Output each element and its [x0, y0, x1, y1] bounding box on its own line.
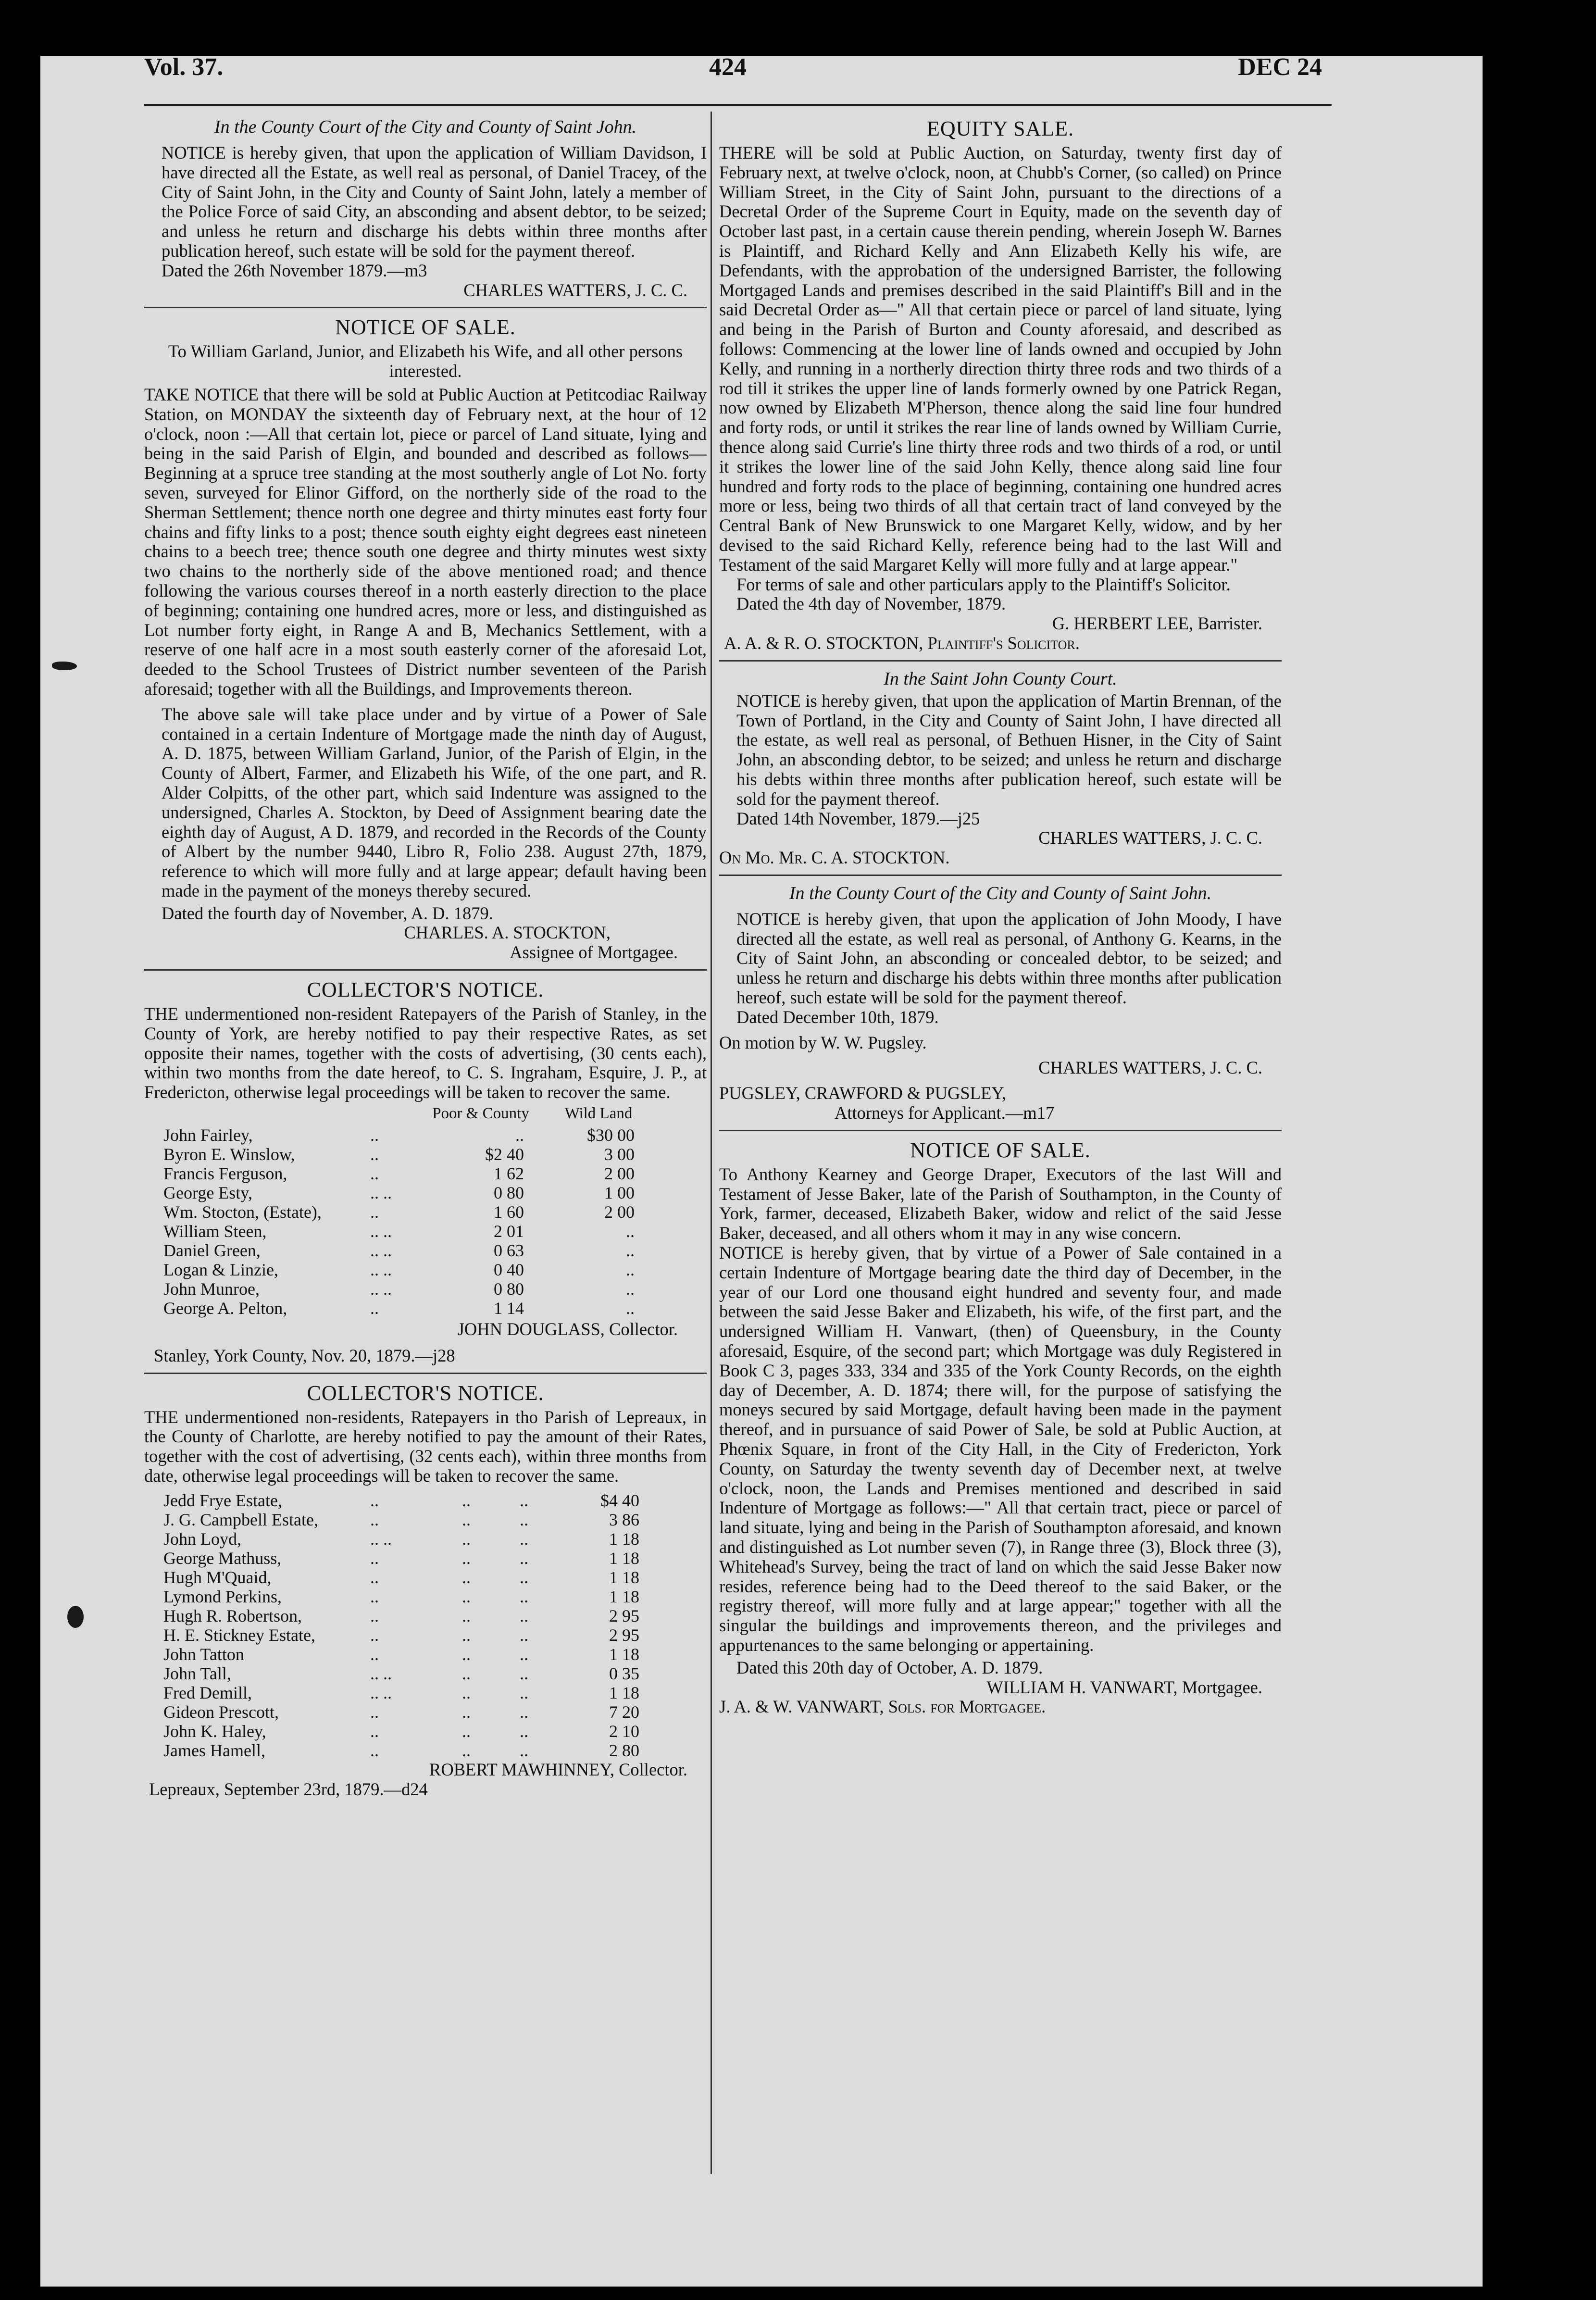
- notice-body: THE undermentioned non-residents, Ratepayers in tho Parish of Lepreaux, in the County of Charlotte, are hereby notified to pay the amount of their Rates, together with the cost of advertising, (32 cents each), within three months from date, otherwise legal proceedings will be taken to recover the same.: [144, 1407, 707, 1486]
- notice-addressee: To William Garland, Junior, and Elizabeth his Wife, and all other persons interested.: [168, 341, 683, 381]
- ratepayer-name: H. E. Stickney Estate,: [163, 1625, 315, 1645]
- leader-dots: ..: [370, 1702, 379, 1722]
- table-row: [144, 1183, 707, 1202]
- wild-land-rate: 2 00: [604, 1202, 635, 1222]
- table-row: [144, 1587, 707, 1606]
- notice-body: THERE will be sold at Public Auction, on Saturday, twenty first day of February next, at twelve o'clock, noon, at Chubb's Corner, (so called) on Prince William Street, in the City of Saint John, pursuant to the directions of a Decretal Order of the Supreme Court in Equity, made on the seventh day of October last past, in a certain cause therein pending, wherein Joseph W. Barnes is Plaintiff, and Richard Kelly and Ann Elizabeth Kelly his wife, are Defendants, with the approbation of the undersigned Barrister, the following Mortgaged Lands and premises described in the said Plaintiff's Bill and in the said Decretal Order as—" All that certain piece or parcel of land situate, lying and being in the Parish of Burton and County aforesaid, and described as follows: Commencing at the lower line of lands owned and occupied by John Kelly, and running in a northerly direction thirty three rods and two thirds of a rod till it strikes the upper line of lands formerly owned by one Patrick Regan, now owned by Elizabeth M'Pherson, thence along the said line four hundred and forty rods, or until it strikes the rear line of lands owned by William Currie, thence along said Currie's line thirty three rods and two thirds of a rod, or until it strikes the lower line of the said John Kelly, thence along said line four hundred and forty rods to the place of beginning, containing one hundred acres more or less, being two thirds of all that certain tract of land conveyed by the Central Bank of New Brunswick to one Margaret Kelly, widow, and by her devised to the said Richard Kelly, reference being had to the last Will and Testament of the said Margaret Kelly will more fully and at large appear.": [719, 143, 1282, 575]
- leader-dots: ..: [462, 1490, 471, 1510]
- rates-table-header: [144, 1104, 707, 1123]
- leader-dots: .. ..: [370, 1222, 392, 1241]
- ratepayer-name: James Hamell,: [163, 1740, 265, 1760]
- notice-dated: Dated the 26th November 1879.—m3: [162, 260, 427, 280]
- notice-body: NOTICE is hereby given, that upon the application of Martin Brennan, of the Town of Portland, in the City and County of Saint John, I have directed all the estate, as well real as personal, of Bethuen Hisner, in the City of Saint John, an absconding debtor, to be seized; and unless he return and discharge his debts within three months after publication hereof, such estate will be sold for the payment thereof.: [736, 690, 1282, 809]
- rate-amount: $4 40: [600, 1490, 639, 1510]
- leader-dots: ..: [520, 1683, 528, 1702]
- notice-dated: Dated 14th November, 1879.—j25: [736, 808, 980, 828]
- rate-amount: 2 95: [609, 1625, 639, 1645]
- poor-county-rate: 0 63: [494, 1241, 524, 1261]
- leader-dots: ..: [462, 1702, 471, 1722]
- rate-amount: 1 18: [609, 1548, 639, 1568]
- page-header: [144, 53, 1332, 106]
- table-row: [144, 1491, 707, 1510]
- notice-body: THE undermentioned non-resident Ratepayers of the Parish of Stanley, in the County of York, are hereby notified to pay their respective Rates, as set opposite their names, together with the costs of advertising, (30 cents each), within two months from the date hereof, to C. S. Ingraham, Esquire, J. P., at Fredericton, otherwise legal proceedings will be taken to recover the same.: [144, 1004, 707, 1102]
- section-rule: [719, 660, 1282, 662]
- ratepayer-name: John Tall,: [163, 1663, 231, 1683]
- ratepayer-name: John Fairley,: [163, 1125, 253, 1145]
- wild-land-rate: ..: [626, 1260, 635, 1280]
- leader-dots: ..: [462, 1644, 471, 1664]
- ink-blot-1: [52, 662, 77, 670]
- poor-county-rate: 2 01: [494, 1222, 524, 1241]
- leader-dots: ..: [370, 1721, 379, 1741]
- rates-table: [144, 1125, 707, 1318]
- column-divider: [711, 112, 712, 2174]
- poor-county-rate: ..: [515, 1125, 524, 1145]
- notice-solicitors: J. A. & W. VANWART, Sols. for Mortgagee.: [719, 1697, 1046, 1717]
- ratepayer-name: Gideon Prescott,: [163, 1702, 279, 1722]
- notice-of-sale-2: [719, 1137, 1282, 1717]
- leader-dots: ..: [370, 1644, 379, 1664]
- county-court-notice-2: [719, 667, 1282, 868]
- ratepayer-name: Jedd Frye Estate,: [163, 1490, 282, 1510]
- ratepayer-name: Fred Demill,: [163, 1683, 252, 1702]
- table-row: [144, 1164, 707, 1183]
- county-court-notice-3: [719, 882, 1282, 1123]
- rate-amount: 1 18: [609, 1567, 639, 1587]
- notice-dated: Dated the fourth day of November, A. D. 1879.: [162, 903, 493, 923]
- wild-land-rate: ..: [626, 1279, 635, 1299]
- leader-dots: ..: [370, 1510, 379, 1529]
- notice-body-2: The above sale will take place under and by virtue of a Power of Sale contained in a certain Indenture of Mortgage made the ninth day of August, A. D. 1875, between William Garland, Junior, of the Parish of Elgin, in the County of Albert, Farmer, and Elizabeth his Wife, of the one part, and R. Alder Colpitts, of the other part, which said Indenture was assigned to the undersigned, Charles A. Stockton, by Deed of Assignment bearing date the eighth day of August, A D. 1879, and recorded in the Records of the County of Albert by the number 9440, Libro R, Folio 238. August 27th, 1879, reference to which will more fully and at large appear; default having been made in the payment of the moneys thereby secured.: [162, 704, 707, 900]
- leader-dots: ..: [520, 1587, 528, 1606]
- table-row: [144, 1510, 707, 1529]
- leader-dots: ..: [370, 1740, 379, 1760]
- section-rule: [719, 1130, 1282, 1131]
- leader-dots: ..: [462, 1663, 471, 1683]
- rate-amount: 1 18: [609, 1683, 639, 1702]
- leader-dots: ..: [462, 1625, 471, 1645]
- notice-signature: CHARLES WATTERS, J. C. C.: [463, 280, 687, 300]
- notice-dated: Lepreaux, September 23rd, 1879.—d24: [149, 1779, 428, 1799]
- rate-amount: 2 95: [609, 1606, 639, 1625]
- leader-dots: ..: [462, 1606, 471, 1625]
- header-rule: [144, 104, 1332, 106]
- equity-sale: [719, 115, 1282, 653]
- leader-dots: ..: [520, 1721, 528, 1741]
- poor-county-rate: 1 62: [494, 1164, 524, 1184]
- leader-dots: ..: [462, 1683, 471, 1702]
- leader-dots: ..: [520, 1567, 528, 1587]
- section-title: In the Saint John County Court.: [884, 668, 1117, 689]
- section-rule: [144, 1373, 707, 1374]
- table-row: [144, 1299, 707, 1318]
- notice-signature: G. HERBERT LEE, Barrister.: [1052, 613, 1262, 634]
- ratepayer-name: Hugh R. Robertson,: [163, 1606, 302, 1625]
- wild-land-rate: 3 00: [604, 1145, 635, 1164]
- volume-label: Vol. 37.: [144, 53, 224, 81]
- notice-signature: CHARLES WATTERS, J. C. C.: [1038, 828, 1262, 848]
- ratepayer-name: Wm. Stocton, (Estate),: [163, 1202, 322, 1222]
- table-row: [144, 1722, 707, 1741]
- page-number: 424: [709, 53, 747, 81]
- notice-motion: On Mo. Mr. C. A. STOCKTON.: [719, 848, 950, 868]
- notice-signature-title: Assignee of Mortgagee.: [510, 942, 678, 962]
- leader-dots: ..: [520, 1644, 528, 1664]
- leader-dots: ..: [370, 1490, 379, 1510]
- leader-dots: .. ..: [370, 1279, 392, 1299]
- ratepayer-name: J. G. Campbell Estate,: [163, 1510, 318, 1529]
- notice-signature: CHARLES. A. STOCKTON,: [404, 923, 611, 943]
- notice-attorneys-title: Attorneys for Applicant.—m17: [835, 1103, 1055, 1123]
- leader-dots: ..: [462, 1567, 471, 1587]
- wild-land-rate: ..: [626, 1241, 635, 1261]
- leader-dots: ..: [370, 1202, 379, 1222]
- rates-table: [144, 1491, 707, 1760]
- table-row: [144, 1625, 707, 1645]
- notice-terms: For terms of sale and other particulars apply to the Plaintiff's Solicitor.: [736, 574, 1231, 594]
- ratepayer-name: Hugh M'Quaid,: [163, 1567, 272, 1587]
- notice-signature: JOHN DOUGLASS, Collector.: [457, 1319, 678, 1339]
- section-title: In the County Court of the City and County of Saint John.: [789, 883, 1212, 903]
- poor-county-rate: 0 80: [494, 1183, 524, 1203]
- leader-dots: ..: [370, 1606, 379, 1625]
- issue-date: DEC 24: [1238, 53, 1322, 81]
- notice-body: NOTICE is hereby given, that upon the application of John Moody, I have directed all the estate, as well real as personal, of Anthony G. Kearns, in the City of Saint John, an absconding or concealed debtor, to be seized; and unless he return and discharge his debts within three months after publication hereof, such estate will be sold for the payment thereof.: [736, 909, 1282, 1008]
- section-title: EQUITY SALE.: [926, 117, 1074, 140]
- right-column: [719, 113, 1282, 1717]
- wild-land-rate: 2 00: [604, 1164, 635, 1184]
- leader-dots: ..: [462, 1721, 471, 1741]
- wild-land-rate: ..: [626, 1299, 635, 1318]
- notice-body: TAKE NOTICE that there will be sold at Public Auction at Petitcodiac Railway Station, on MONDAY the sixteenth day of February next, at the hour of 12 o'clock, noon :—All that certain lot, piece or parcel of Land situate, lying and being in the said Parish of Elgin, and bounded and described as follows—Beginning at a spruce tree standing at the most southerly angle of Lot No. forty seven, surveyed for Elinor Gifford, on the northerly side of the road to the Sherman Settlement; thence north one degree and thirty minutes east forty four chains and fifty links to a post; thence south eighty eight degrees east nineteen chains to a beech tree; thence south one degree and thirty minutes west sixty two chains to the northerly side of the above mentioned road; and thence following the various courses thereof in a north easterly direction to the place of beginning; containing one hundred acres, more or less, and distinguished as Lot number forty eight, in Range A and B, Mechanics Settlement, with a reserve of one half acre in a most south easterly corner of the aforesaid Lot, deeded to the School Trustees of District number seventeen of the Parish aforesaid; together with all the Buildings, and Improvements thereon.: [144, 384, 707, 699]
- leader-dots: ..: [520, 1740, 528, 1760]
- leader-dots: ..: [370, 1164, 379, 1184]
- table-row: [144, 1222, 707, 1241]
- poor-county-rate: 1 14: [494, 1299, 524, 1318]
- wild-land-rate: $30 00: [587, 1125, 635, 1145]
- leader-dots: ..: [370, 1299, 379, 1318]
- notice-dated: Dated December 10th, 1879.: [736, 1007, 939, 1027]
- leader-dots: .. ..: [370, 1529, 392, 1549]
- notice-of-sale-1: [144, 314, 707, 962]
- notice-addressee: To Anthony Kearney and George Draper, Executors of the last Will and Testament of Jesse Baker, late of the Parish of Southampton, in the County of York, farmer, deceased, Elizabeth Baker, widow and relict of the said Jesse Baker, deceased, and all others whom it may in any wise concern.: [719, 1164, 1282, 1243]
- rate-amount: 1 18: [609, 1529, 639, 1549]
- ratepayer-name: John Loyd,: [163, 1529, 241, 1549]
- ratepayer-name: John Tatton: [163, 1644, 244, 1664]
- leader-dots: ..: [370, 1548, 379, 1568]
- notice-signature: ROBERT MAWHINNEY, Collector.: [429, 1759, 687, 1779]
- table-row: [144, 1279, 707, 1299]
- leader-dots: .. ..: [370, 1683, 392, 1702]
- rate-amount: 2 80: [609, 1740, 639, 1760]
- ratepayer-name: George Mathuss,: [163, 1548, 282, 1568]
- leader-dots: .. ..: [370, 1260, 392, 1280]
- rate-amount: 1 18: [609, 1587, 639, 1606]
- collectors-notice-lepreaux: [144, 1380, 707, 1800]
- leader-dots: ..: [520, 1510, 528, 1529]
- table-row: [144, 1741, 707, 1760]
- wild-land-rate: 1 00: [604, 1183, 635, 1203]
- rate-amount: 3 86: [609, 1510, 639, 1529]
- rate-amount: 2 10: [609, 1721, 639, 1741]
- table-row: [144, 1549, 707, 1568]
- section-rule: [144, 307, 707, 308]
- leader-dots: ..: [462, 1740, 471, 1760]
- ratepayer-name: George Esty,: [163, 1183, 252, 1203]
- ratepayer-name: Daniel Green,: [163, 1241, 261, 1261]
- collectors-notice-stanley: [144, 976, 707, 1366]
- ratepayer-name: John K. Haley,: [163, 1721, 266, 1741]
- table-row: [144, 1645, 707, 1664]
- leader-dots: ..: [462, 1587, 471, 1606]
- ink-blot-2: [67, 1606, 84, 1628]
- rate-amount: 7 20: [609, 1702, 639, 1722]
- leader-dots: ..: [462, 1510, 471, 1529]
- table-row: [144, 1260, 707, 1279]
- leader-dots: ..: [520, 1529, 528, 1549]
- section-title: NOTICE OF SALE.: [335, 315, 516, 339]
- ratepayer-name: William Steen,: [163, 1222, 267, 1241]
- leader-dots: ..: [462, 1548, 471, 1568]
- table-row: [144, 1202, 707, 1222]
- section-title: COLLECTOR'S NOTICE.: [307, 1381, 544, 1405]
- table-row: [144, 1664, 707, 1683]
- leader-dots: ..: [370, 1587, 379, 1606]
- notice-dated: Dated this 20th day of October, A. D. 1879.: [736, 1657, 1043, 1677]
- leader-dots: ..: [520, 1606, 528, 1625]
- leader-dots: ..: [370, 1625, 379, 1645]
- leader-dots: ..: [370, 1145, 379, 1164]
- poor-county-rate: 0 40: [494, 1260, 524, 1280]
- leader-dots: ..: [462, 1529, 471, 1549]
- ratepayer-name: John Munroe,: [163, 1279, 260, 1299]
- leader-dots: ..: [370, 1125, 379, 1145]
- wild-land-rate: ..: [626, 1222, 635, 1241]
- poor-county-rate: 1 60: [494, 1202, 524, 1222]
- leader-dots: ..: [520, 1702, 528, 1722]
- column-header-wild-land: Wild Land: [564, 1105, 633, 1123]
- rate-amount: 1 18: [609, 1644, 639, 1664]
- notice-body: NOTICE is hereby given, that by virtue of a Power of Sale contained in a certain Indenture of Mortgage bearing date the third day of December, in the year of our Lord one thousand eight hundred and seventy four, and made between the said Jesse Baker and Elizabeth, his wife, of the first part, and the undersigned William H. Vanwart, (then) of Queensbury, in the County aforesaid, Esquire, of the second part; which Mortgage was duly Registered in Book C 3, pages 333, 334 and 335 of the York County Records, on the eighth day of December, A. D. 1874; there will, for the purpose of satisfying the moneys secured by said Mortgage, default having been made in the payment thereof, and in pursuance of said Power of Sale, be sold at Public Auction, at Phœnix Square, in front of the City Hall, in the City of Fredericton, York County, on Saturday the twenty seventh day of December next, at twelve o'clock, noon, the Lands and Premises mentioned and described in said Indenture of Mortgage as follows:—" All that certain tract, piece or parcel of land situate, lying and being in the Parish of Southampton aforesaid, and known and distinguished as Lot number seven (7), in Range three (3), Block three (3), Whitehead's Survey, being the tract of land on which the said Jesse Baker now resides, reference being had to the Deed thereof to the said Baker, or the registry thereof, will more fully and at large appear;" together with all the singular the buildings and improvements thereon, and the privileges and appurtenances to the same belonging or appertaining.: [719, 1243, 1282, 1655]
- leader-dots: .. ..: [370, 1663, 392, 1683]
- section-title: NOTICE OF SALE.: [910, 1138, 1091, 1162]
- ratepayer-name: Francis Ferguson,: [163, 1164, 287, 1184]
- section-title: COLLECTOR'S NOTICE.: [307, 978, 544, 1002]
- rate-amount: 0 35: [609, 1663, 639, 1683]
- notice-signature: WILLIAM H. VANWART, Mortgagee.: [986, 1677, 1262, 1697]
- table-row: [144, 1683, 707, 1702]
- ratepayer-name: George A. Pelton,: [163, 1299, 287, 1318]
- notice-dated: Stanley, York County, Nov. 20, 1879.—j28: [154, 1345, 455, 1365]
- leader-dots: ..: [520, 1625, 528, 1645]
- leader-dots: ..: [520, 1663, 528, 1683]
- ratepayer-name: Byron E. Winslow,: [163, 1145, 295, 1164]
- left-column: [144, 113, 707, 1799]
- table-row: [144, 1568, 707, 1587]
- leader-dots: ..: [370, 1567, 379, 1587]
- section-rule: [144, 969, 707, 971]
- poor-county-rate: 0 80: [494, 1279, 524, 1299]
- notice-motion: On motion by W. W. Pugsley.: [719, 1032, 927, 1052]
- notice-dated: Dated the 4th day of November, 1879.: [736, 594, 1006, 614]
- section-rule: [719, 875, 1282, 876]
- table-row: [144, 1529, 707, 1549]
- table-row: [144, 1241, 707, 1260]
- column-header-poor-county: Poor & County: [432, 1105, 529, 1123]
- table-row: [144, 1606, 707, 1625]
- ratepayer-name: Logan & Linzie,: [163, 1260, 278, 1280]
- county-court-notice-1: [144, 115, 707, 300]
- notice-attorneys: PUGSLEY, CRAWFORD & PUGSLEY,: [719, 1083, 1007, 1103]
- table-row: [144, 1125, 707, 1145]
- leader-dots: .. ..: [370, 1241, 392, 1261]
- poor-county-rate: $2 40: [485, 1145, 524, 1164]
- leader-dots: ..: [520, 1490, 528, 1510]
- section-title: In the County Court of the City and County of Saint John.: [214, 117, 637, 137]
- leader-dots: .. ..: [370, 1183, 392, 1203]
- notice-signature: CHARLES WATTERS, J. C. C.: [1038, 1058, 1262, 1078]
- notice-solicitor: A. A. & R. O. STOCKTON, Plaintiff's Solicitor.: [724, 633, 1080, 653]
- table-row: [144, 1702, 707, 1722]
- table-row: [144, 1145, 707, 1164]
- ratepayer-name: Lymond Perkins,: [163, 1587, 282, 1606]
- leader-dots: ..: [520, 1548, 528, 1568]
- notice-body: NOTICE is hereby given, that upon the application of William Davidson, I have directed all the Estate, as well real as personal, of Daniel Tracey, of the City of Saint John, in the City and County of Saint John, lately a member of the Police Force of said City, an absconding and absent debtor, to be seized; and unless he return and discharge his debts within three months after publication hereof, such estate will be sold for the payment thereof.: [162, 143, 707, 261]
